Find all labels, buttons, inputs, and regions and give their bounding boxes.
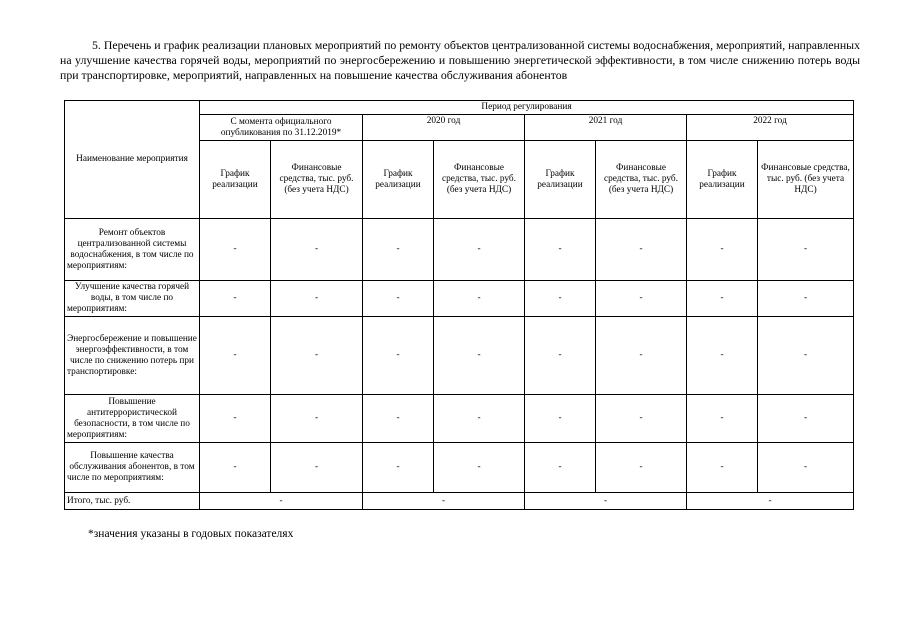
row-cell: - xyxy=(687,219,758,281)
row-cell: - xyxy=(596,281,687,317)
row-cell: - xyxy=(687,395,758,443)
row-cell: - xyxy=(363,219,434,281)
footnote: *значения указаны в годовых показателях xyxy=(88,528,294,540)
row-cell: - xyxy=(758,219,854,281)
row-cell: - xyxy=(687,281,758,317)
period-header-2020: 2020 год xyxy=(363,115,525,141)
row-cell: - xyxy=(200,219,271,281)
row-cell: - xyxy=(271,395,363,443)
row-cell: - xyxy=(271,281,363,317)
total-cell: - xyxy=(687,493,854,510)
row-cell: - xyxy=(687,317,758,395)
row-cell: - xyxy=(525,395,596,443)
schedule-subheader: График реализации xyxy=(687,141,758,219)
row-cell: - xyxy=(271,443,363,493)
row-cell: - xyxy=(363,317,434,395)
row-cell: - xyxy=(271,317,363,395)
row-cell: - xyxy=(596,443,687,493)
table-row xyxy=(65,395,854,443)
row-cell: - xyxy=(434,281,525,317)
total-cell: - xyxy=(363,493,525,510)
row-cell: - xyxy=(200,317,271,395)
finance-subheader: Финансовые средства, тыс. руб. (без учета НДС) xyxy=(434,141,525,219)
finance-subheader: Финансовые средства, тыс. руб. (без учета НДС) xyxy=(271,141,363,219)
row-cell: - xyxy=(687,443,758,493)
section-heading: 5. Перечень и график реализации плановых мероприятий по ремонту объектов централизованной системы водоснабжения, мероприятий, направленных на улучшение качества горячей воды, мероприятий по энергосбережению и повышению энергетической эффективности, в том числе снижению потерь воды при транспортировке, мероприятий, направленных на повышение качества обслуживания абонентов xyxy=(60,38,860,82)
row-cell: - xyxy=(596,317,687,395)
total-label: Итого, тыс. руб. xyxy=(65,493,200,510)
row-cell: - xyxy=(525,281,596,317)
finance-subheader: Финансовые средства, тыс. руб. (без учета НДС) xyxy=(758,141,854,219)
row-cell: - xyxy=(200,281,271,317)
row-cell: - xyxy=(434,395,525,443)
row-name: Повышение антитеррористической безопасности, в том числе по мероприятиям: xyxy=(65,395,200,443)
row-cell: - xyxy=(758,443,854,493)
row-cell: - xyxy=(363,443,434,493)
row-cell: - xyxy=(758,395,854,443)
total-row xyxy=(65,493,854,510)
period-header-2022: 2022 год xyxy=(687,115,854,141)
table-row xyxy=(65,317,854,395)
row-name: Повышение качества обслуживания абонентов, в том числе по мероприятиям: xyxy=(65,443,200,493)
row-cell: - xyxy=(758,317,854,395)
finance-subheader: Финансовые средства, тыс. руб. (без учета НДС) xyxy=(596,141,687,219)
total-cell: - xyxy=(200,493,363,510)
table-row xyxy=(65,219,854,281)
row-cell: - xyxy=(596,219,687,281)
row-name: Ремонт объектов централизованной системы водоснабжения, в том числе по мероприятиям: xyxy=(65,219,200,281)
total-cell: - xyxy=(525,493,687,510)
row-cell: - xyxy=(200,395,271,443)
row-name: Улучшение качества горячей воды, в том числе по мероприятиям: xyxy=(65,281,200,317)
row-name: Энергосбережение и повышение энергоэффективности, в том числе по снижению потерь при транспортировке: xyxy=(65,317,200,395)
row-cell: - xyxy=(596,395,687,443)
name-column-header: Наименование мероприятия xyxy=(65,101,200,219)
period-header: Период регулирования xyxy=(200,101,854,115)
row-cell: - xyxy=(525,317,596,395)
row-cell: - xyxy=(200,443,271,493)
schedule-subheader: График реализации xyxy=(363,141,434,219)
period-header-2021: 2021 год xyxy=(525,115,687,141)
events-schedule-table xyxy=(64,100,854,510)
row-cell: - xyxy=(434,219,525,281)
row-cell: - xyxy=(363,395,434,443)
schedule-subheader: График реализации xyxy=(525,141,596,219)
row-cell: - xyxy=(758,281,854,317)
row-cell: - xyxy=(434,443,525,493)
schedule-subheader: График реализации xyxy=(200,141,271,219)
row-cell: - xyxy=(363,281,434,317)
row-cell: - xyxy=(271,219,363,281)
period-header-initial: С момента официального опубликования по 31.12.2019* xyxy=(200,115,363,141)
table-row xyxy=(65,281,854,317)
row-cell: - xyxy=(525,443,596,493)
row-cell: - xyxy=(434,317,525,395)
table-row xyxy=(65,443,854,493)
row-cell: - xyxy=(525,219,596,281)
